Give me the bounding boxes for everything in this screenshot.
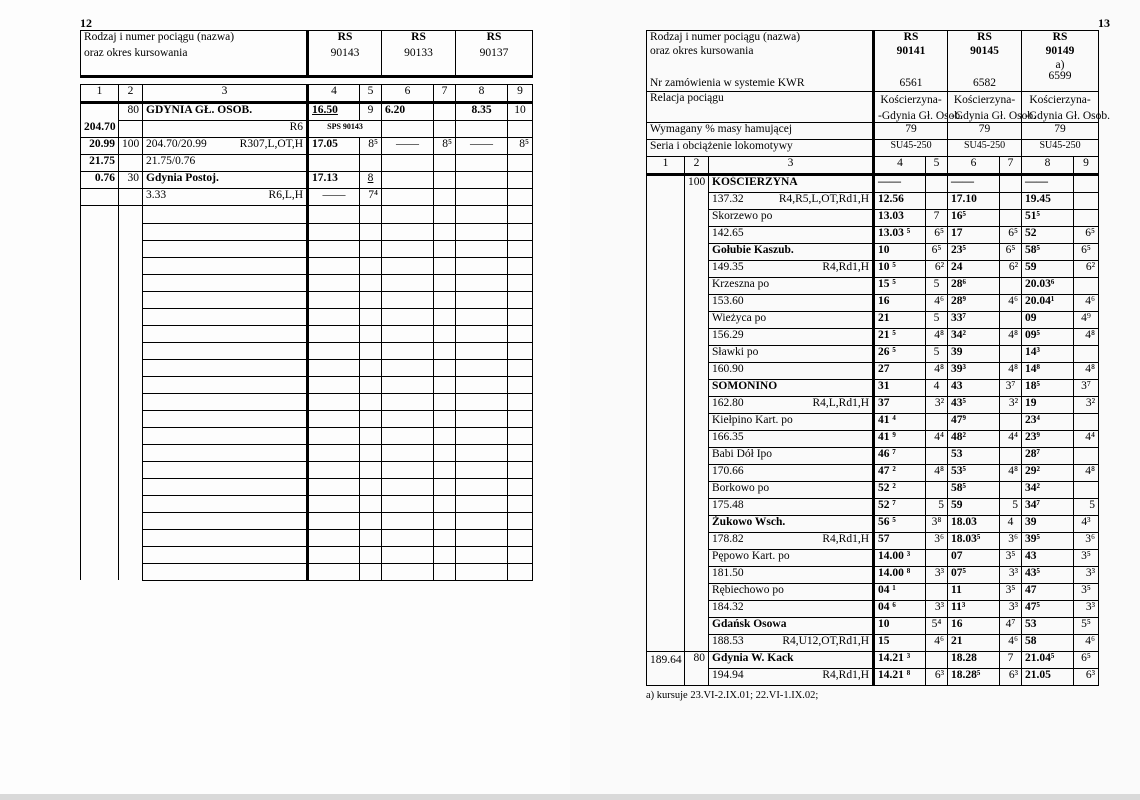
table-row: Borkowo po 52 ² 58⁵ 34² <box>647 482 1099 499</box>
table-row: SOMONINO 31 4 43 3⁷ 18⁵ 3⁷ <box>647 380 1099 397</box>
left-timetable <box>80 30 533 581</box>
empty-row <box>81 325 533 342</box>
table-row: 153.60 16 4⁶ 28⁹ 4⁶ 20.04¹ 4⁶ <box>647 295 1099 312</box>
station-km: 162.80 R4,L,Rd1,H <box>709 397 874 414</box>
table-row: 80 GDYNIA GŁ. OSOB. 16.50 9 6.20 8.35 10 <box>81 103 533 121</box>
right-timetable <box>646 30 1110 686</box>
station-km: 153.60 <box>709 295 874 312</box>
station-name: Kiełpino Kart. po <box>709 414 874 431</box>
table-row: 162.80 R4,L,Rd1,H 37 3² 43⁵ 3² 19 3² <box>647 397 1099 414</box>
station-km: 166.35 <box>709 431 874 448</box>
station-km: 160.90 <box>709 363 874 380</box>
empty-row <box>81 546 533 563</box>
empty-row <box>81 274 533 291</box>
empty-row <box>81 308 533 325</box>
table-row: 160.90 27 4⁸ 39³ 4⁸ 14⁸ 4⁸ <box>647 363 1099 380</box>
train-header-1: RS 90141 6561 <box>874 31 948 92</box>
empty-row <box>81 461 533 478</box>
train-header-3: RS 90137 <box>456 31 533 77</box>
station-name: Babi Dół Ipo <box>709 448 874 465</box>
header-label: Rodzaj i numer pociągu (nazwa) <box>84 31 235 43</box>
table-row: 204.70 R6 SPS 90143 <box>81 121 533 138</box>
table-row: 188.53 R4,U12,OT,Rd1,H 15 4⁶ 21 4⁶ 58 4⁶ <box>647 635 1099 652</box>
station-name: Gdańsk Osowa <box>709 618 874 635</box>
table-row: Skorzewo po 13.03 7 16⁵ 51⁵ <box>647 210 1099 227</box>
empty-row <box>81 427 533 444</box>
empty-row <box>81 240 533 257</box>
table-row: 21.75 21.75/0.76 <box>81 155 533 172</box>
table-row: Gołubie Kaszub. 10 6⁵ 23⁵ 6⁵ 58⁵ 6⁵ <box>647 244 1099 261</box>
page-number-right: 13 <box>1098 16 1110 30</box>
table-row: 194.94 R4,Rd1,H 14.21 ⁸ 6³ 18.28⁵ 6³ 21.05 6³ <box>647 669 1099 686</box>
table-row: 137.32 R4,R5,L,OT,Rd1,H 12.56 17.10 19.45 <box>647 193 1099 210</box>
station-name: Rębiechowo po <box>709 584 874 601</box>
route-code-cell: 204.70/20.99 R307,L,OT,H <box>143 138 308 155</box>
table-row: Wieżyca po 21 5 33⁷ 09 4⁹ <box>647 312 1099 329</box>
empty-row <box>81 410 533 427</box>
table-row: 178.82 R4,Rd1,H 57 3⁶ 18.03⁵ 3⁶ 39⁵ 3⁶ <box>647 533 1099 550</box>
table-row: 156.29 21 ⁵ 4⁸ 34² 4⁸ 09⁵ 4⁸ <box>647 329 1099 346</box>
station-km: 194.94 R4,Rd1,H <box>709 669 874 686</box>
station-km: 175.48 <box>709 499 874 516</box>
table-row: 175.48 52 ⁷ 5 59 5 34⁷ 5 <box>647 499 1099 516</box>
station-km: 178.82 R4,Rd1,H <box>709 533 874 550</box>
table-row: Rębiechowo po 04 ¹ 11 3⁵ 47 3⁵ <box>647 584 1099 601</box>
station-gdynia-postoj: Gdynia Postoj. <box>143 172 308 189</box>
empty-row <box>81 512 533 529</box>
empty-row <box>81 257 533 274</box>
table-row: 100 KOŚCIERZYNA —— —— —— <box>647 175 1099 193</box>
table-row: 166.35 41 ⁹ 4⁴ 48² 4⁴ 23⁹ 4⁴ <box>647 431 1099 448</box>
station-km: 149.35 R4,Rd1,H <box>709 261 874 278</box>
station-km: 188.53 R4,U12,OT,Rd1,H <box>709 635 874 652</box>
empty-row <box>81 563 533 580</box>
table-row: Kiełpino Kart. po 41 ⁴ 47⁹ 23⁴ <box>647 414 1099 431</box>
station-km: 184.32 <box>709 601 874 618</box>
column-number-row: 1 2 3 4 5 6 7 8 9 <box>647 157 1099 175</box>
table-row: Żukowo Wsch. 56 ⁵ 3⁸ 18.03 4 39 4³ <box>647 516 1099 533</box>
station-name: Pępowo Kart. po <box>709 550 874 567</box>
station-km: 156.29 <box>709 329 874 346</box>
table-row: 184.32 04 ⁶ 3³ 11³ 3³ 47⁵ 3³ <box>647 601 1099 618</box>
table-row: 170.66 47 ² 4⁸ 53⁵ 4⁸ 29² 4⁸ <box>647 465 1099 482</box>
order-label: Nr zamówienia w systemie KWR <box>650 77 805 89</box>
train-header-2: RS 90145 6582 <box>948 31 1022 92</box>
empty-row <box>81 359 533 376</box>
station-gdynia-gl-osob: GDYNIA GŁ. OSOB. <box>143 103 308 121</box>
empty-row <box>81 291 533 308</box>
station-name: KOŚCIERZYNA <box>709 175 874 193</box>
table-row: Krzeszna po 15 ⁵ 5 28⁶ 20.03⁶ <box>647 278 1099 295</box>
station-name: Żukowo Wsch. <box>709 516 874 533</box>
header-label-2: oraz okres kursowania <box>84 47 188 59</box>
table-row: 20.99 100 204.70/20.99 R307,L,OT,H 17.05 8⁵ —— 8⁵ —— 8⁵ <box>81 138 533 155</box>
train-header-2: RS 90133 <box>382 31 456 77</box>
header-label-cell: Rodzaj i numer pociągu (nazwa) oraz okres kursowania Nr zamówienia w systemie KWR <box>647 31 874 92</box>
empty-row <box>81 529 533 546</box>
brake-row: Wymagany % masy hamującej 79 79 79 <box>647 123 1099 140</box>
table-row: Pępowo Kart. po 14.00 ³ 07 3⁵ 43 3⁵ <box>647 550 1099 567</box>
right-page <box>570 0 1140 800</box>
scan-edge <box>0 794 1140 800</box>
page-number-left: 12 <box>80 16 92 30</box>
station-name: Sławki po <box>709 346 874 363</box>
empty-row <box>81 376 533 393</box>
table-row: 142.65 13.03 ⁵ 6⁵ 17 6⁵ 52 6⁵ <box>647 227 1099 244</box>
column-number-row: 1 2 3 4 5 6 7 8 9 <box>81 85 533 103</box>
loco-row: Seria i obciążenie lokomotywy SU45-250 SU45-250 SU45-250 <box>647 140 1099 157</box>
station-name: SOMONINO <box>709 380 874 397</box>
station-name: Skorzewo po <box>709 210 874 227</box>
station-name: Borkowo po <box>709 482 874 499</box>
header-label-cell <box>81 31 308 77</box>
table-row: 181.50 14.00 ⁸ 3³ 07⁵ 3³ 43⁵ 3³ <box>647 567 1099 584</box>
train-header-1: RS 90143 <box>308 31 382 77</box>
station-name: Gdynia W. Kack <box>709 652 874 669</box>
table-row: Babi Dół Ipo 46 ⁷ 53 28⁷ <box>647 448 1099 465</box>
empty-row <box>81 223 533 240</box>
station-name: Gołubie Kaszub. <box>709 244 874 261</box>
station-km: 181.50 <box>709 567 874 584</box>
empty-row <box>81 393 533 410</box>
empty-row <box>81 342 533 359</box>
station-name: Wieżyca po <box>709 312 874 329</box>
footnote: a) kursuje 23.VI-2.IX.01; 22.VI-1.IX.02; <box>646 690 819 701</box>
empty-row <box>81 495 533 512</box>
station-km: 170.66 <box>709 465 874 482</box>
station-km: 142.65 <box>709 227 874 244</box>
table-row: Gdańsk Osowa 10 5⁴ 16 4⁷ 53 5⁵ <box>647 618 1099 635</box>
station-km: 137.32 R4,R5,L,OT,Rd1,H <box>709 193 874 210</box>
table-row: 189.64 80 Gdynia W. Kack 14.21 ³ 18.28 7 21.04⁵ 6⁵ <box>647 652 1099 669</box>
table-row: 3.33 R6,L,H —— 7⁴ <box>81 189 533 206</box>
table-row: Sławki po 26 ⁵ 5 39 14³ <box>647 346 1099 363</box>
relation-row: Relacja pociągu Kościerzyna- -Gdynia Gł. Osob. Kościerzyna- -Gdynia Gł. Osob. Kościerzyna- -Gdynia Gł. Osob. <box>647 92 1099 123</box>
table-row: 0.76 30 Gdynia Postoj. 17.13 8 <box>81 172 533 189</box>
station-name: Krzeszna po <box>709 278 874 295</box>
train-header-3: RS 90149 a) 6599 <box>1022 31 1099 92</box>
empty-row <box>81 478 533 495</box>
empty-row <box>81 206 533 224</box>
table-row: 149.35 R4,Rd1,H 10 ⁵ 6² 24 6² 59 6² <box>647 261 1099 278</box>
empty-row <box>81 444 533 461</box>
